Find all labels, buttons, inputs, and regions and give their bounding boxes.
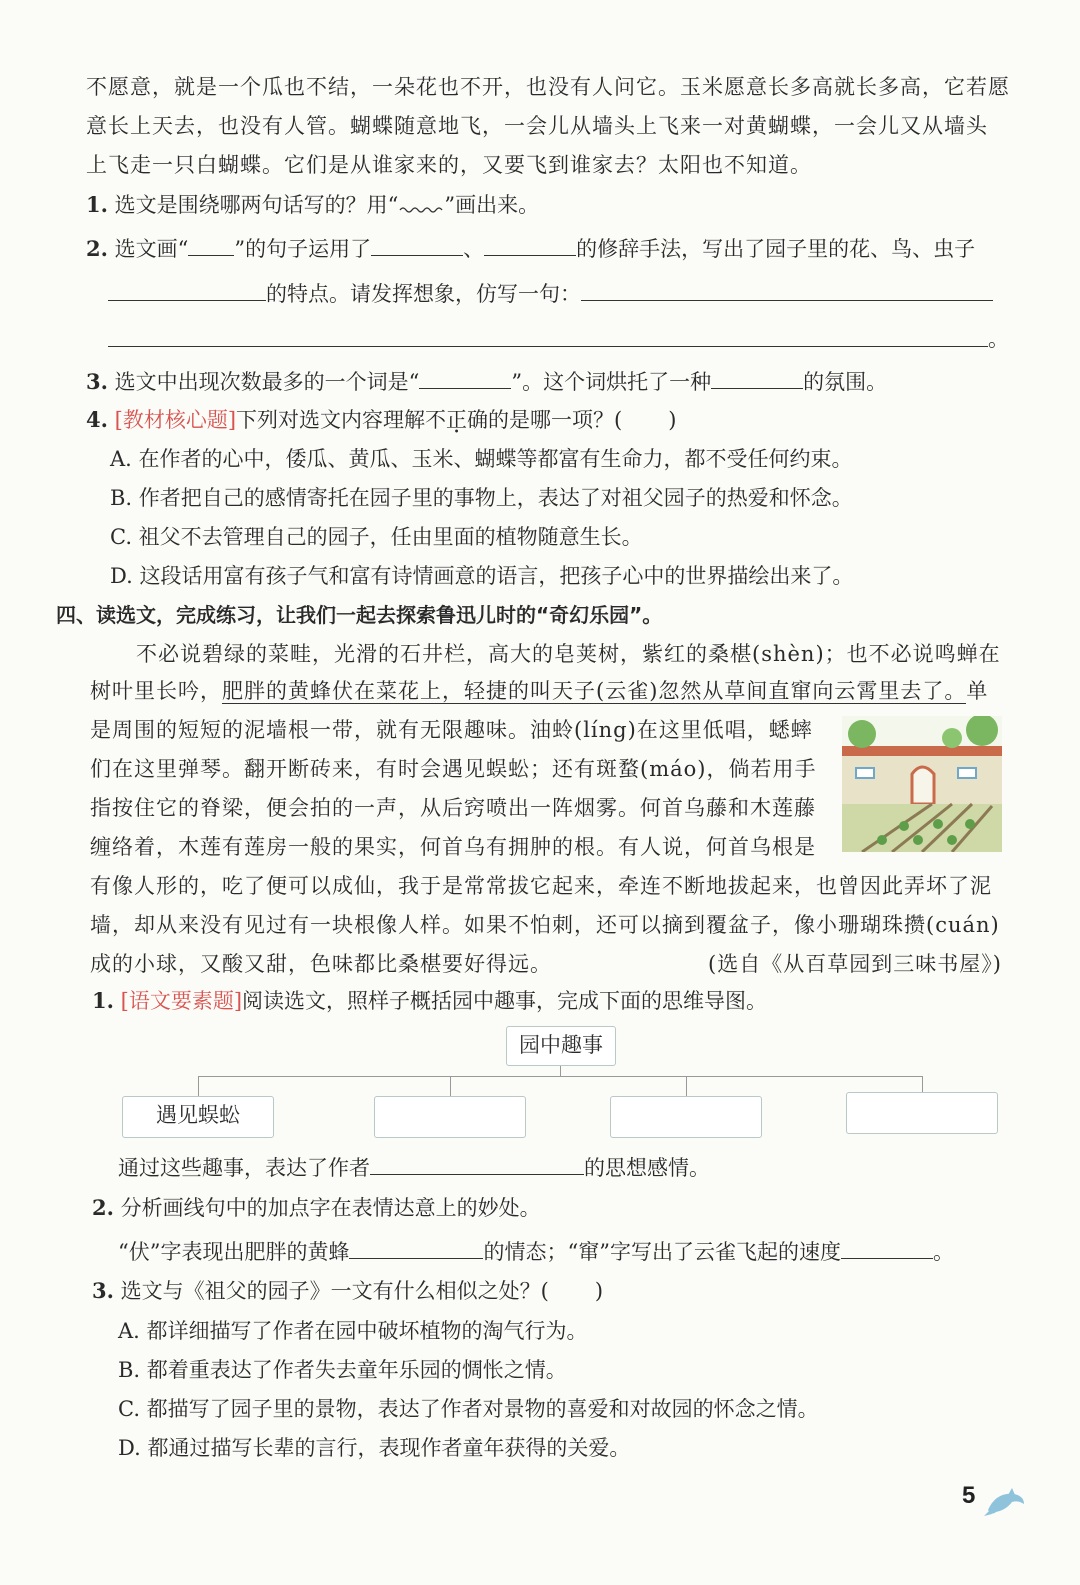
mindmap-connector (560, 1066, 561, 1076)
question-text: ) (594, 1279, 604, 1303)
mindmap-connector (198, 1076, 922, 1077)
question-4 (86, 405, 676, 435)
question-text: 的氛围。 (803, 370, 888, 394)
passage1-line3: 上飞走一只白蝴蝶。它们是从谁家来的，又要飞到谁家去？太阳也不知道。 (86, 153, 812, 177)
option-c: C. 都描写了园子里的景物，表达了作者对景物的喜爱和对故园的怀念之情。 (118, 1397, 819, 1421)
option-a: A. 都详细描写了作者在园中破坏植物的淘气行为。 (118, 1319, 588, 1343)
answer-blank[interactable] (419, 366, 511, 389)
question-text: ”的句子运用了 (234, 237, 372, 261)
question-1 (86, 190, 539, 220)
page-number: 5 (962, 1482, 976, 1509)
question-3 (86, 366, 887, 397)
question-text: ”。这个词烘托了一种 (511, 370, 712, 394)
question-text: 分析画线句中的加点字在表情达意上的妙处。 (120, 1196, 541, 1220)
passage2-line6: 缠络着，木莲有莲房一般的果实，何首乌有拥肿的根。有人说，何首乌根是 (90, 835, 816, 859)
question-text: 的特点。请发挥想象，仿写一句： (266, 282, 581, 306)
underlined-sentence: 肥胖的黄蜂伏在菜花上，轻捷的叫天子(云雀)忽然从草间直窜向云霄里去了。 (222, 679, 967, 703)
option-b: B. 作者把自己的感情寄托在园子里的事物上，表达了对祖父园子的热爱和怀念。 (110, 486, 853, 510)
answer-line[interactable] (108, 346, 988, 347)
mindmap-child-4[interactable] (846, 1092, 998, 1134)
option-b: B. 都着重表达了作者失去童年乐园的惆怅之情。 (118, 1358, 567, 1382)
question-number: 1. (86, 192, 108, 217)
option-d: D. 这段话用富有孩子气和富有诗情画意的语言，把孩子心中的世界描绘出来了。 (110, 564, 854, 588)
answer-blank[interactable] (581, 278, 993, 301)
passage-text: 单 (966, 679, 989, 703)
question-number: 2. (86, 236, 108, 261)
question-text: 的情态；“窜”字写出了云雀飞起的速度 (483, 1240, 841, 1264)
option-d: D. 都通过描写长辈的言行，表现作者童年获得的关爱。 (118, 1436, 631, 1460)
s4-question-1 (92, 986, 767, 1016)
passage-text: 树叶里长吟， (90, 679, 222, 703)
option-c: C. 祖父不去管理自己的园子，任由里面的植物随意生长。 (110, 525, 643, 549)
s4-question-3 (92, 1276, 603, 1306)
passage2-line8: 墙，却从来没有见过有一块根像人样。如果不怕刺，还可以摘到覆盆子，像小珊瑚珠攒(cuán) (90, 913, 1000, 937)
answer-blank[interactable] (349, 1236, 483, 1259)
passage2-line5: 指按住它的脊梁，便会拍的一声，从后窍喷出一阵烟雾。何首乌藤和木莲藤 (90, 796, 816, 820)
question-number: 3. (92, 1278, 114, 1303)
question-text: 通过这些趣事，表达了作者 (118, 1156, 370, 1180)
dolphin-icon (984, 1486, 1028, 1520)
question-number: 3. (86, 369, 108, 394)
question-2-line2 (108, 278, 993, 309)
answer-blank[interactable] (108, 278, 266, 301)
emphasis-text: 不正确 (425, 408, 489, 432)
passage2-line9: 成的小球，又酸又甜，色味都比桑椹要好得远。 (90, 952, 552, 976)
question-text: 选文中出现次数最多的一个词是“ (114, 370, 420, 394)
question-number: 4. (86, 407, 108, 432)
passage2-line1: 不必说碧绿的菜畦，光滑的石井栏，高大的皂荚树，紫红的桑椹(shèn)；也不必说鸣蝉在 (136, 642, 1001, 666)
question-text: 的是哪一项？( (488, 408, 623, 432)
mindmap-child-3[interactable] (610, 1096, 762, 1138)
mindmap-summary (118, 1152, 710, 1183)
question-2 (86, 233, 975, 264)
mindmap-child-2[interactable] (374, 1096, 526, 1138)
question-number: 1. (92, 988, 114, 1013)
passage1-line2: 意长上天去，也没有人管。蝴蝶随意地飞，一会儿从墙头上飞来一对黄蝴蝶，一会儿又从墙头 (86, 114, 988, 138)
s4-question-2 (92, 1193, 541, 1223)
answer-blank[interactable] (370, 1152, 584, 1175)
mindmap-connector (450, 1076, 451, 1096)
period: 。 (988, 327, 1009, 351)
question-text: 的思想感情。 (584, 1156, 710, 1180)
question-text: ”画出来。 (444, 193, 540, 217)
mindmap-child-1: 遇见蜈蚣 (122, 1096, 274, 1138)
garden-illustration (842, 716, 1002, 852)
period: 。 (932, 1240, 954, 1264)
answer-blank[interactable] (371, 233, 463, 256)
passage2-line2 (90, 676, 988, 706)
passage2-line7: 有像人形的，吃了便可以成仙，我于是常常拔它起来，牵连不断地拔起来，也曾因此弄坏了泥 (90, 874, 992, 898)
answer-blank[interactable] (711, 366, 803, 389)
passage1-line1: 不愿意，就是一个瓜也不结，一朵花也不开，也没有人问它。玉米愿意长多高就长多高，它若愿 (86, 75, 1010, 99)
question-text: ) (668, 408, 677, 432)
wavy-line-icon (398, 198, 444, 216)
passage2-line3: 是周围的短短的泥墙根一带，就有无限趣味。油蛉(líng)在这里低唱，蟋蟀 (90, 718, 813, 742)
answer-blank[interactable] (841, 1236, 933, 1259)
question-text: 选文是围绕哪两句话写的？用“ (114, 193, 399, 217)
question-text: 阅读选文，照样子概括园中趣事，完成下面的思维导图。 (242, 989, 768, 1013)
underline-marker (188, 233, 234, 256)
mindmap-connector (686, 1076, 687, 1096)
separator: 、 (463, 237, 485, 261)
question-text: 选文画“ (114, 237, 189, 261)
question-text: “伏”字表现出肥胖的黄蜂 (118, 1240, 350, 1264)
mindmap-connector (198, 1076, 199, 1096)
mindmap-root: 园中趣事 (506, 1026, 616, 1066)
question-text: 选文与《祖父的园子》一文有什么相似之处？( (120, 1279, 549, 1303)
passage2-line4: 们在这里弹琴。翻开断砖来，有时会遇见蜈蚣；还有斑蝥(máo)，倘若用手 (90, 757, 817, 781)
question-number: 2. (92, 1195, 114, 1220)
answer-blank[interactable] (484, 233, 576, 256)
s4-question-2-answer (118, 1236, 954, 1267)
section-title: 四、读选文，完成练习，让我们一起去探索鲁迅儿时的“奇幻乐园”。 (56, 603, 663, 627)
question-tag: [教材核心题] (114, 408, 237, 432)
question-text: 下列对选文内容理解 (236, 408, 426, 432)
passage-source: (选自《从百草园到三味书屋》) (708, 952, 1002, 976)
question-tag: [语文要素题] (120, 989, 243, 1013)
question-text: 的修辞手法，写出了园子里的花、鸟、虫子 (576, 237, 976, 261)
option-a: A. 在作者的心中，倭瓜、黄瓜、玉米、蝴蝶等都富有生命力，都不受任何约束。 (110, 447, 853, 471)
